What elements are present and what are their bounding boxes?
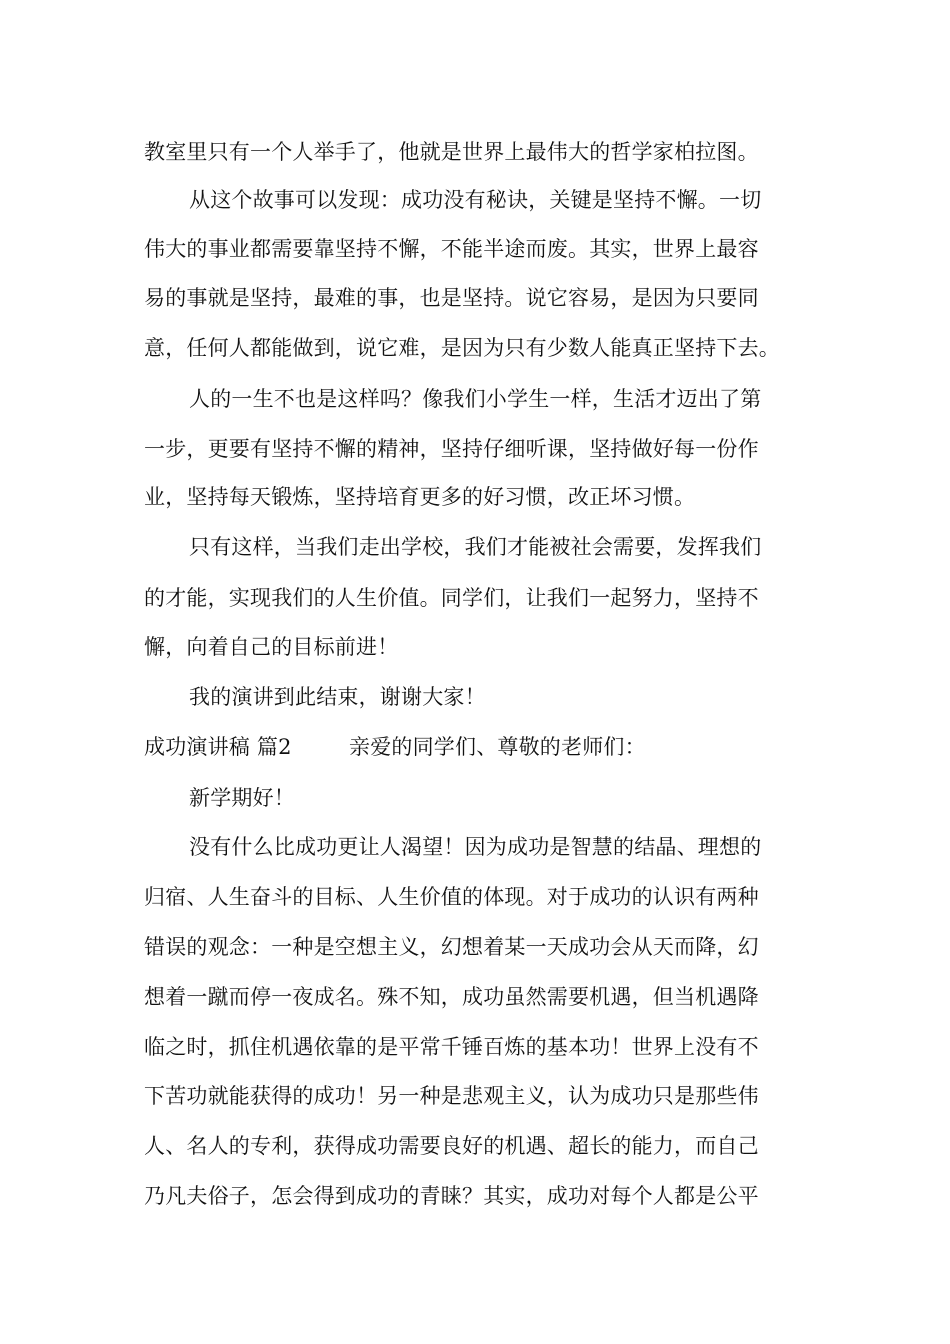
section-greeting: 亲爱的同学们、尊敬的老师们： xyxy=(349,735,646,759)
paragraph-line: 下苦功就能获得的成功！另一种是悲观主义，认为成功只是那些伟 xyxy=(144,1084,759,1108)
paragraph-line: 的才能，实现我们的人生价值。同学们，让我们一起努力，坚持不 xyxy=(144,586,759,610)
paragraph-line: 易的事就是坚持，最难的事，也是坚持。说它容易，是因为只要同 xyxy=(144,286,759,310)
paragraph-line: 教室里只有一个人举手了，他就是世界上最伟大的哲学家柏拉图。 xyxy=(144,140,759,164)
paragraph-line: 人、名人的专利，获得成功需要良好的机遇、超长的能力，而自己 xyxy=(144,1134,759,1158)
section-title: 成功演讲稿 篇2 xyxy=(144,735,292,759)
paragraph-line: 乃凡夫俗子，怎会得到成功的青睐？其实，成功对每个人都是公平 xyxy=(144,1184,759,1208)
paragraph-line: 没有什么比成功更让人渴望！因为成功是智慧的结晶、理想的 xyxy=(189,835,762,859)
paragraph-line: 懈，向着自己的目标前进！ xyxy=(144,635,399,659)
paragraph-line: 人的一生不也是这样吗？像我们小学生一样，生活才迈出了第 xyxy=(189,387,762,411)
paragraph-line: 从这个故事可以发现：成功没有秘诀，关键是坚持不懈。一切 xyxy=(189,188,762,212)
paragraph-line: 新学期好！ xyxy=(189,786,295,810)
paragraph-line: 归宿、人生奋斗的目标、人生价值的体现。对于成功的认识有两种 xyxy=(144,885,759,909)
paragraph-line: 意，任何人都能做到，说它难，是因为只有少数人能真正坚持下去。 xyxy=(144,336,780,360)
paragraph-line: 我的演讲到此结束，谢谢大家！ xyxy=(189,685,486,709)
paragraph-line: 只有这样，当我们走出学校，我们才能被社会需要，发挥我们 xyxy=(189,535,762,559)
paragraph-line: 业，坚持每天锻炼，坚持培育更多的好习惯，改正坏习惯。 xyxy=(144,485,696,509)
paragraph-line: 错误的观念：一种是空想主义，幻想着某一天成功会从天而降，幻 xyxy=(144,935,759,959)
paragraph-line: 伟大的事业都需要靠坚持不懈，不能半途而废。其实，世界上最容 xyxy=(144,237,759,261)
paragraph-line: 想着一蹴而停一夜成名。殊不知，成功虽然需要机遇，但当机遇降 xyxy=(144,985,759,1009)
paragraph-line: 临之时，抓住机遇依靠的是平常千锤百炼的基本功！世界上没有不 xyxy=(144,1035,759,1059)
paragraph-line: 一步，更要有坚持不懈的精神，坚持仔细听课，坚持做好每一份作 xyxy=(144,437,759,461)
